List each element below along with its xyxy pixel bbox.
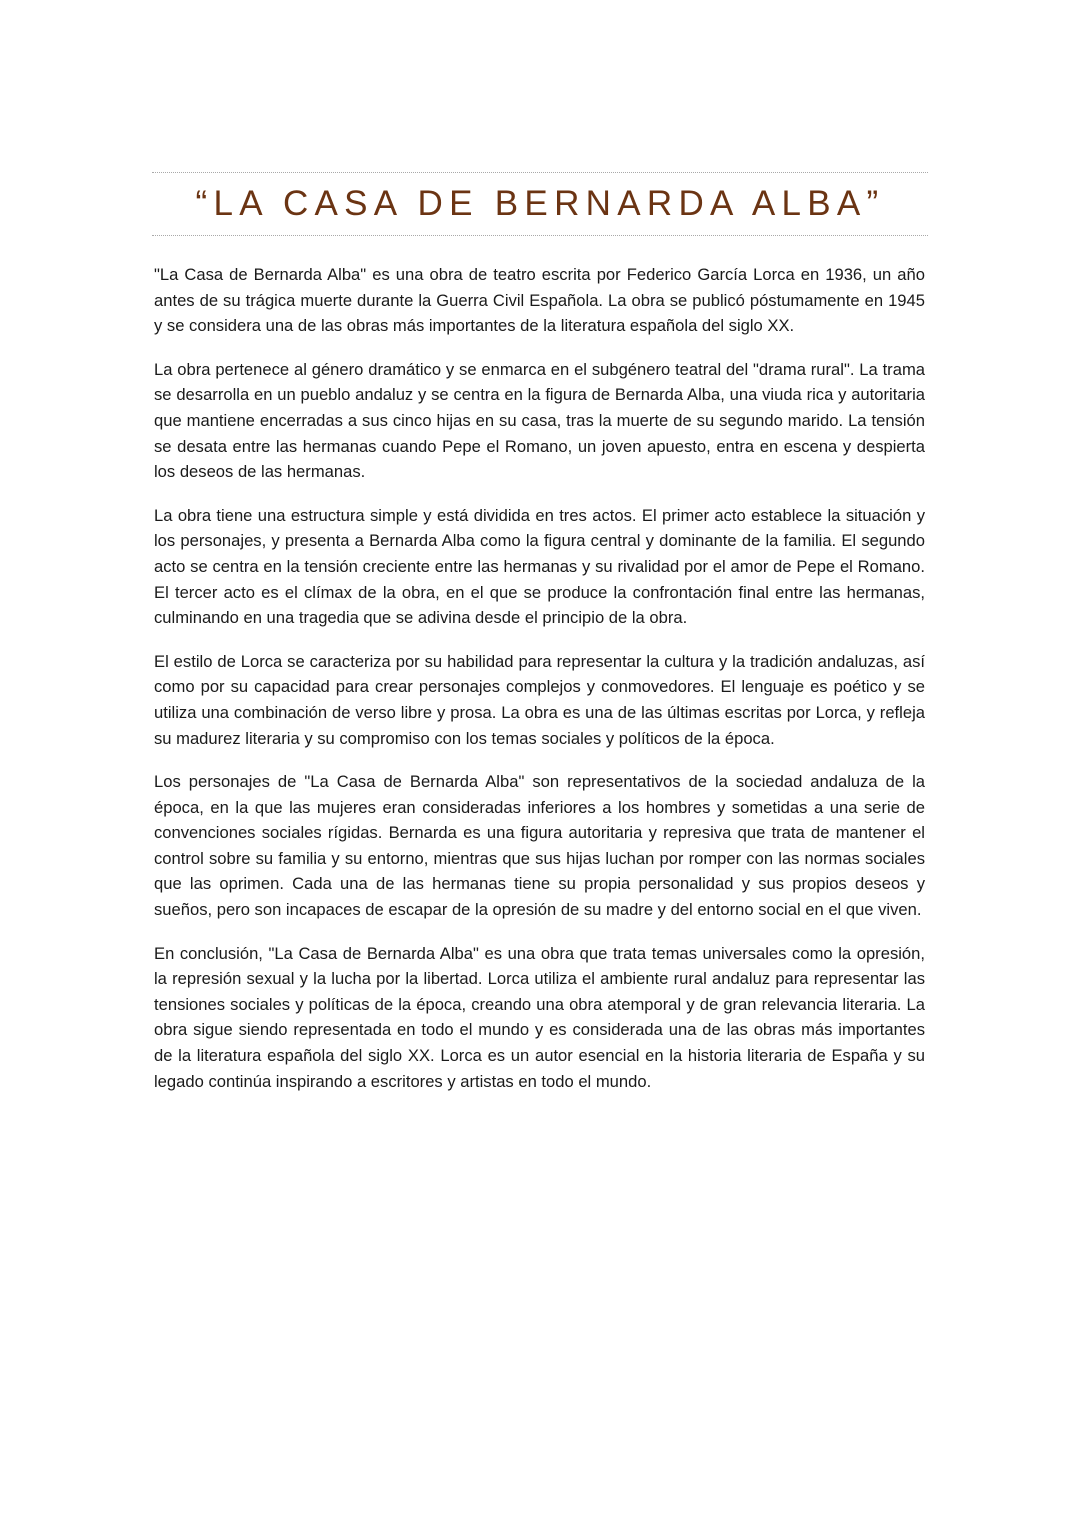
paragraph-introduction: "La Casa de Bernarda Alba" es una obra de teatro escrita por Federico García Lorca en 1936, un año antes de su trágica muerte durante la Guerra Civil Española. La obra se publicó póstumamente en 1945 y se considera una de las obras más importantes de la literatura española del siglo XX.: [154, 265, 925, 336]
title-top-rule: [152, 172, 928, 173]
paragraph-structure: La obra tiene una estructura simple y está dividida en tres actos. El primer acto establece la situación y los personajes, y presenta a Bernarda Alba como la figura central y dominante de la familia. El segundo acto se centra en la tensión creciente entre las hermanas y su rivalidad por el amor de Pepe el Romano. El tercer acto es el clímax de la obra, en el que se produce la confrontación final entre las hermanas, culminando en una tragedia que se adivina desde el principio de la obra.: [154, 505, 925, 628]
title-block: [152, 172, 928, 236]
paragraph-style: El estilo de Lorca se caracteriza por su habilidad para representar la cultura y la tradición andaluzas, así como por su capacidad para crear personajes complejos y conmovedores. El lenguaje es poético y se utiliza una combinación de verso libre y prosa. La obra es una de las últimas escritas por Lorca, y refleja su madurez literaria y su compromiso con los temas sociales y políticos de la época.: [154, 651, 925, 748]
document-body: [154, 262, 925, 1112]
paragraph-genre-plot: La obra pertenece al género dramático y se enmarca en el subgénero teatral del "drama rural". La trama se desarrolla en un pueblo andaluz y se centra en la figura de Bernarda Alba, una viuda rica y autoritaria que mantiene encerradas a sus cinco hijas en su casa, tras la muerte de su segundo marido. La tensión se desata entre las hermanas cuando Pepe el Romano, un joven apuesto, entra en escena y despierta los deseos de las hermanas.: [154, 359, 925, 482]
document-title: “LA CASA DE BERNARDA ALBA”: [195, 184, 885, 223]
title-bottom-rule: [152, 235, 928, 236]
paragraph-characters: Los personajes de "La Casa de Bernarda Alba" son representativos de la sociedad andaluza de la época, en la que las mujeres eran consideradas inferiores a los hombres y sometidas a una serie de convenciones sociales rígidas. Bernarda es una figura autoritaria y represiva que trata de mantener el control sobre su familia y su entorno, mientras que sus hijas luchan por romper con las normas sociales que las oprimen. Cada una de las hermanas tiene su propia personalidad y sus propios deseos y sueños, pero son incapaces de escapar de la opresión de su madre y del entorno social en el que viven.: [154, 772, 925, 920]
paragraph-conclusion: En conclusión, "La Casa de Bernarda Alba" es una obra que trata temas universales como la opresión, la represión sexual y la lucha por la libertad. Lorca utiliza el ambiente rural andaluz para representar las tensiones sociales y políticas de la época, creando una obra atemporal y de gran relevancia literaria. La obra sigue siendo representada en todo el mundo y es considerada una de las obras más importantes de la literatura española del siglo XX. Lorca es un autor esencial en la historia literaria de España y su legado continúa inspirando a escritores y artistas en todo el mundo.: [154, 943, 925, 1091]
